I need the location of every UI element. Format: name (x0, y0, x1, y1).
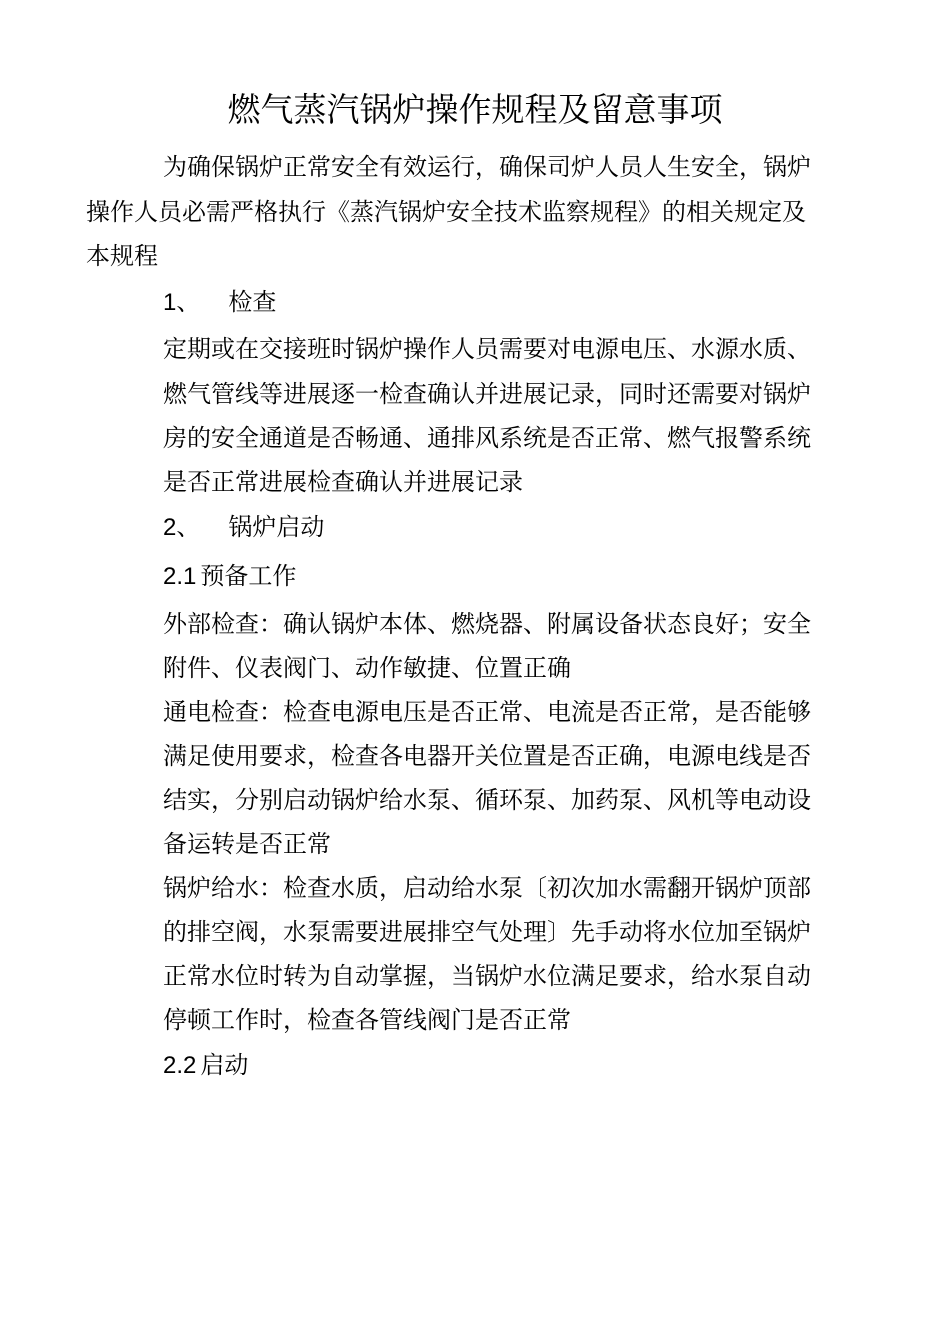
water-supply-line-1: 锅炉给水：检查水质，启动给水泵〔初次加水需翻开锅炉顶部 (163, 874, 811, 902)
external-check-line-1: 外部检查：确认锅炉本体、燃烧器、附属设备状态良好；安全 (163, 610, 811, 638)
section2-heading-row (163, 511, 324, 544)
section1-line-4: 是否正常进展检查确认并进展记录 (163, 468, 523, 496)
power-check-line-3: 结实，分别启动锅炉给水泵、循环泵、加药泵、风机等电动设 (163, 786, 811, 814)
section1-heading: 检查 (228, 288, 277, 316)
section2-heading: 锅炉启动 (228, 513, 325, 541)
document-title: 燃气蒸汽锅炉操作规程及留意事项 (227, 90, 723, 129)
subsection-2-2-number: 2.2 (163, 1052, 197, 1079)
water-supply-line-4: 停顿工作时，检查各管线阀门是否正常 (163, 1006, 571, 1034)
section1-line-3: 房的安全通道是否畅通、通排风系统是否正常、燃气报警系统 (163, 424, 811, 452)
subsection-2-1-number: 2.1 (163, 563, 197, 590)
section1-line-2: 燃气管线等进展逐一检查确认并进展记录，同时还需要对锅炉 (163, 380, 811, 408)
power-check-line-2: 满足使用要求，检查各电器开关位置是否正确，电源电线是否 (163, 742, 811, 770)
section1-heading-row (163, 286, 276, 319)
intro-line-2: 操作人员必需严格执行《蒸汽锅炉安全技术监察规程》的相关规定及 (86, 198, 806, 226)
subsection-2-1-heading-row (163, 560, 296, 593)
subsection-2-2-heading-row (163, 1049, 248, 1082)
section2-number: 2、 (163, 514, 201, 541)
power-check-line-4: 备运转是否正常 (163, 830, 331, 858)
power-check-line-1: 通电检查：检查电源电压是否正常、电流是否正常，是否能够 (163, 698, 811, 726)
intro-line-1: 为确保锅炉正常安全有效运行，确保司炉人员人生安全，锅炉 (163, 153, 811, 181)
external-check-line-2: 附件、仪表阀门、动作敏捷、位置正确 (163, 654, 571, 682)
intro-line-3: 本规程 (86, 242, 158, 270)
water-supply-line-3: 正常水位时转为自动掌握，当锅炉水位满足要求，给水泵自动 (163, 962, 811, 990)
section1-number: 1、 (163, 289, 201, 316)
subsection-2-1-heading: 预备工作 (200, 562, 297, 590)
water-supply-line-2: 的排空阀，水泵需要进展排空气处理〕先手动将水位加至锅炉 (163, 918, 811, 946)
subsection-2-2-heading: 启动 (200, 1051, 249, 1079)
section1-line-1: 定期或在交接班时锅炉操作人员需要对电源电压、水源水质、 (163, 335, 811, 363)
